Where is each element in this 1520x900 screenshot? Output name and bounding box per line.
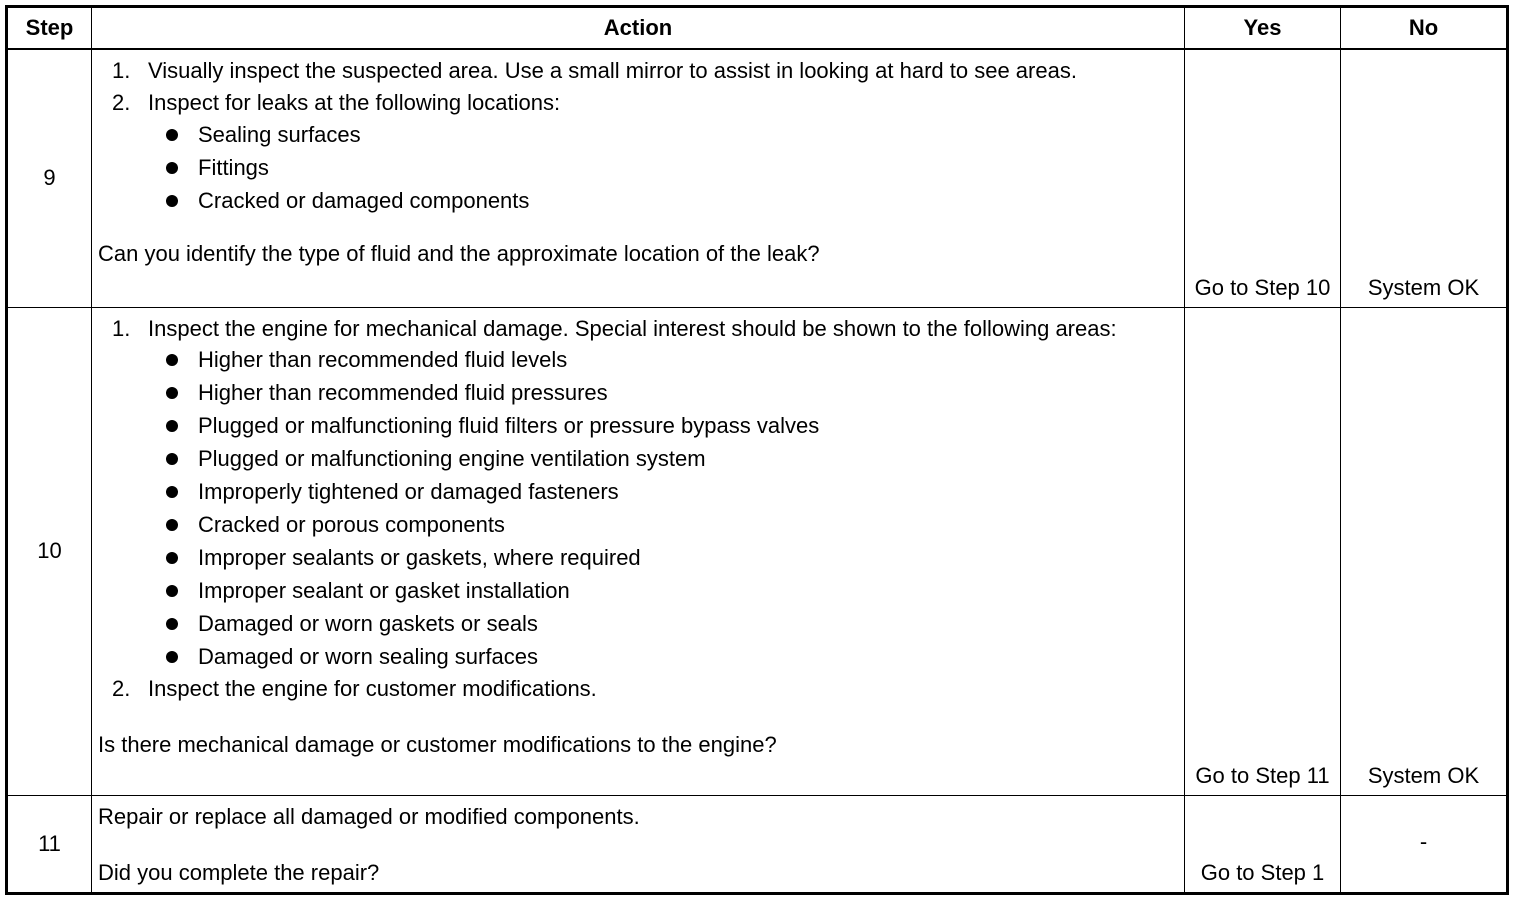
list-item xyxy=(112,314,1178,344)
item-number: 2. xyxy=(112,675,131,701)
action-text: Repair or replace all damaged or modified components. xyxy=(98,803,640,829)
header-row xyxy=(7,7,1508,50)
list-item xyxy=(112,56,1178,86)
diagnostic-table xyxy=(5,5,1509,895)
bullet-text: Fittings xyxy=(198,154,269,180)
item-text: Visually inspect the suspected area. Use a small mirror to assist in looking at hard to see areas. xyxy=(148,58,1077,83)
bullet-text: Improperly tightened or damaged fasteners xyxy=(198,479,619,504)
item-text: Inspect the engine for customer modifications. xyxy=(148,675,597,701)
bullet-item xyxy=(166,344,1178,377)
bullet-item xyxy=(166,184,1178,217)
item-number: 2. xyxy=(112,90,131,115)
bullet-text: Higher than recommended fluid levels xyxy=(198,347,568,372)
bullet-item xyxy=(166,476,1178,509)
bullet-item xyxy=(166,377,1178,410)
bullet-icon xyxy=(166,453,178,465)
bullet-icon xyxy=(166,519,178,531)
item-text: Inspect for leaks at the following locations: xyxy=(148,90,561,115)
header-action: Action xyxy=(92,7,1185,50)
bullet-item xyxy=(166,151,1178,184)
bullet-item xyxy=(166,443,1178,476)
item-text: Inspect the engine for mechanical damage. Special interest should be shown to the following areas: xyxy=(148,315,1117,341)
bullet-text: Cracked or porous components xyxy=(198,512,505,537)
table-row xyxy=(7,307,1508,795)
action-cell xyxy=(92,795,1185,893)
bullet-text: Damaged or worn gaskets or seals xyxy=(198,611,538,636)
bullet-icon xyxy=(166,420,178,432)
step-number: 11 xyxy=(7,795,92,893)
step-number: 10 xyxy=(7,307,92,795)
step-number: 9 xyxy=(7,49,92,307)
bullet-icon xyxy=(166,387,178,399)
bullet-text: Higher than recommended fluid pressures xyxy=(198,380,608,405)
header-step: Step xyxy=(7,7,92,50)
bullet-icon xyxy=(166,552,178,564)
bullet-icon xyxy=(166,486,178,498)
bullet-item xyxy=(166,509,1178,542)
bullet-icon xyxy=(166,162,178,174)
bullet-icon xyxy=(166,129,178,141)
bullet-icon xyxy=(166,618,178,630)
no-cell: System OK xyxy=(1341,49,1508,307)
item-number: 1. xyxy=(112,315,131,341)
bullet-item xyxy=(166,410,1178,443)
item-number: 1. xyxy=(112,58,131,83)
action-cell xyxy=(92,49,1185,307)
bullet-item xyxy=(166,641,1178,674)
yes-cell: Go to Step 1 xyxy=(1185,795,1341,893)
header-yes: Yes xyxy=(1185,7,1341,50)
table-row xyxy=(7,795,1508,893)
action-cell xyxy=(92,307,1185,795)
bullet-text: Plugged or malfunctioning engine ventilation system xyxy=(198,446,706,471)
yes-cell: Go to Step 11 xyxy=(1185,307,1341,795)
bullet-text: Plugged or malfunctioning fluid filters or pressure bypass valves xyxy=(198,413,820,438)
header-no: No xyxy=(1341,7,1508,50)
question-text: Is there mechanical damage or customer modifications to the engine? xyxy=(98,731,777,757)
no-cell: - xyxy=(1341,795,1508,893)
bullet-text: Sealing surfaces xyxy=(198,121,361,147)
bullet-text: Improper sealants or gaskets, where required xyxy=(198,545,641,570)
bullet-item xyxy=(166,118,1178,151)
bullet-icon xyxy=(166,354,178,366)
bullet-item xyxy=(166,542,1178,575)
bullet-icon xyxy=(166,585,178,597)
question-text: Did you complete the repair? xyxy=(98,859,380,885)
bullet-text: Improper sealant or gasket installation xyxy=(198,578,570,603)
list-item xyxy=(112,674,1178,704)
list-item xyxy=(112,88,1178,118)
bullet-icon xyxy=(166,651,178,663)
table-row xyxy=(7,49,1508,307)
yes-cell: Go to Step 10 xyxy=(1185,49,1341,307)
bullet-text: Damaged or worn sealing surfaces xyxy=(198,644,538,669)
bullet-text: Cracked or damaged components xyxy=(198,187,530,213)
no-cell: System OK xyxy=(1341,307,1508,795)
question-text: Can you identify the type of fluid and the approximate location of the leak? xyxy=(98,241,820,266)
bullet-item xyxy=(166,608,1178,641)
bullet-item xyxy=(166,575,1178,608)
bullet-icon xyxy=(166,195,178,207)
